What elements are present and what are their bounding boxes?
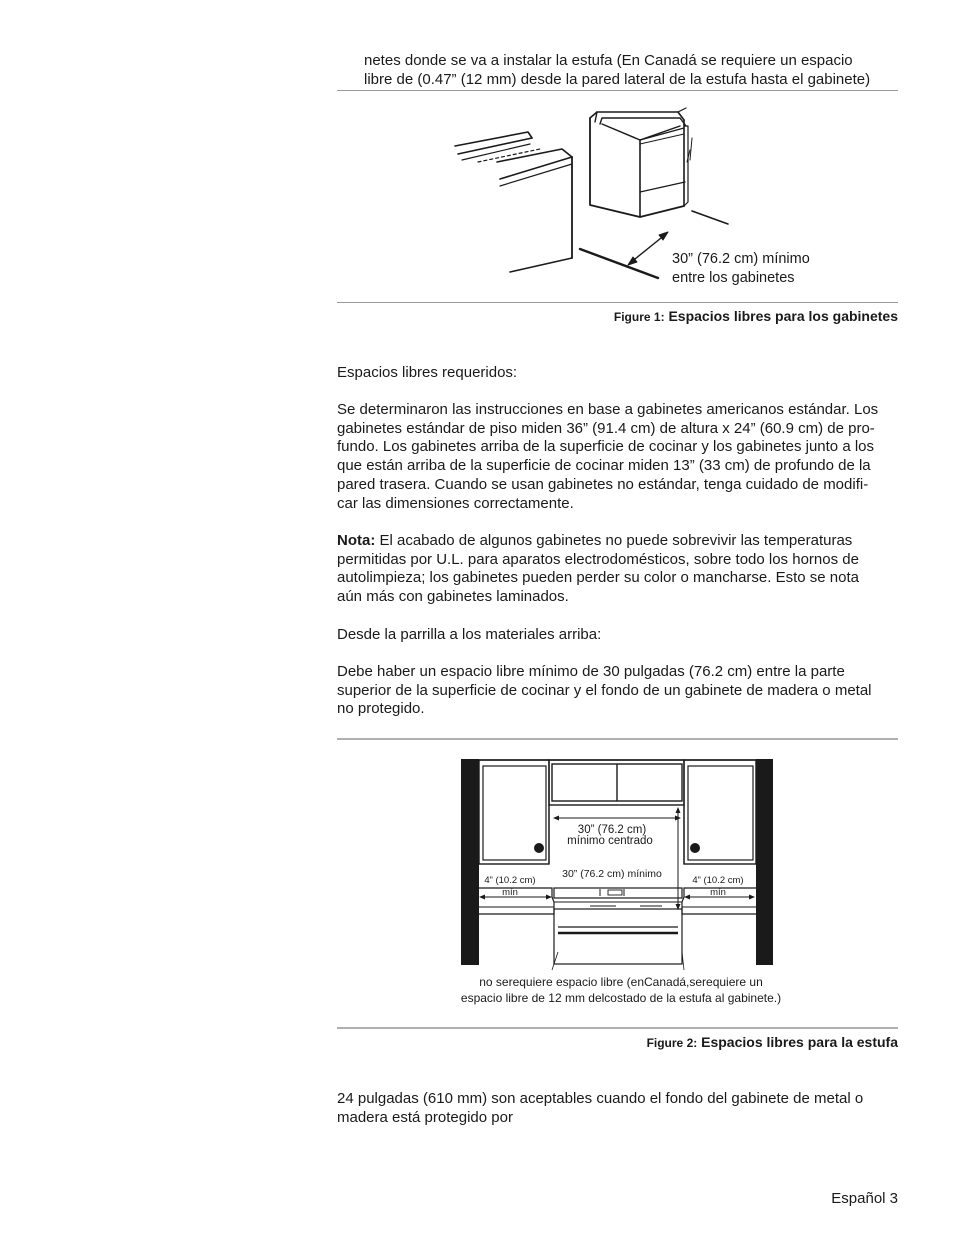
figure1-label-line: entre los gabinetes <box>672 269 795 286</box>
paragraph-line: madera está protegido por <box>337 1108 513 1126</box>
left-clearance-line1: 4” (10.2 cm) <box>484 875 536 886</box>
figure1-caption <box>614 308 898 324</box>
width-label-line2: mínimo centrado <box>567 835 653 847</box>
page-number: Español 3 <box>831 1190 898 1207</box>
note-label: Nota: <box>337 532 376 549</box>
paragraph-line: permitidas por U.L. para aparatos electrodomésticos, sobre todo los hornos de <box>337 550 859 568</box>
figure1-label-line: 30” (76.2 cm) mínimo <box>672 251 810 267</box>
paragraph <box>337 663 872 719</box>
paragraph-line: fundo. Los gabinetes arriba de la superficie de cocinar y los gabinetes junto a los <box>337 438 875 456</box>
figure2-note-line: no serequiere espacio libre (enCanadá,serequiere un <box>479 975 763 989</box>
caption-prefix: Figure 1: <box>613 310 665 324</box>
section-heading: Desde la parrilla a los materiales arriba: <box>337 626 602 643</box>
paragraph-line: que están arriba de la superficie de cocinar miden 13” (33 cm) de profundo de la <box>337 457 871 475</box>
divider <box>337 1027 898 1029</box>
caption-prefix: Figure 2: <box>646 1036 698 1050</box>
left-wall <box>461 759 479 965</box>
section-heading: Espacios libres requeridos: <box>337 364 518 381</box>
right-clearance-line2: mín <box>710 887 726 898</box>
divider <box>337 738 898 740</box>
intro-line: netes donde se va a instalar la estufa (En Canadá se requiere un espacio <box>364 52 853 69</box>
paragraph-line: Se determinaron las instrucciones en base a gabinetes americanos estándar. Los <box>337 401 879 418</box>
paragraph <box>337 401 878 513</box>
right-clearance-line1: 4” (10.2 cm) <box>692 875 744 886</box>
figure2-note <box>440 974 802 1006</box>
paragraph-line: Debe haber un espacio libre mínimo de 30 pulgadas (76.2 cm) entre la parte <box>337 663 845 680</box>
paragraph-line: 24 pulgadas (610 mm) son aceptables cuando el fondo del gabinete de metal o <box>337 1090 864 1107</box>
divider <box>337 302 898 303</box>
caption-title: Espacios libres para la estufa <box>701 1034 898 1050</box>
paragraph-line: no protegido. <box>337 700 425 718</box>
paragraph-line: car las dimensiones correctamente. <box>337 494 574 512</box>
note-text: El acabado de algunos gabinetes no puede sobrevivir las temperaturas <box>375 532 853 549</box>
note-paragraph <box>337 532 859 607</box>
divider <box>337 90 898 91</box>
width-label-line1: 30” (76.2 cm) <box>577 824 647 836</box>
closing-paragraph <box>337 1090 863 1127</box>
paragraph-line: pared trasera. Cuando se usan gabinetes no estándar, tenga cuidado de modifi- <box>337 475 869 493</box>
left-clearance-line2: mín <box>502 887 518 898</box>
intro-text <box>364 52 870 89</box>
paragraph-line: aún más con gabinetes laminados. <box>337 588 569 606</box>
caption-title: Espacios libres para los gabinetes <box>668 308 898 324</box>
right-wall <box>756 759 773 965</box>
figure2-caption <box>647 1034 898 1050</box>
paragraph-line: gabinetes estándar de piso miden 36” (91.4 cm) de altura x 24” (60.9 cm) de pro- <box>337 419 875 437</box>
figure1-dimension-label <box>672 250 810 287</box>
intro-line: libre de (0.47” (12 mm) desde la pared lateral de la estufa hasta el gabinete) <box>364 70 871 88</box>
paragraph-line <box>337 532 859 551</box>
height-label: 30” (76.2 cm) mínimo <box>562 868 662 880</box>
paragraph-line: autolimpieza; los gabinetes pueden perder su color o mancharse. Esto se nota <box>337 569 859 587</box>
figure2-note-line: espacio libre de 12 mm delcostado de la estufa al gabinete.) <box>460 991 782 1005</box>
paragraph-line: superior de la superficie de cocinar y el fondo de un gabinete de madera o metal <box>337 681 872 699</box>
